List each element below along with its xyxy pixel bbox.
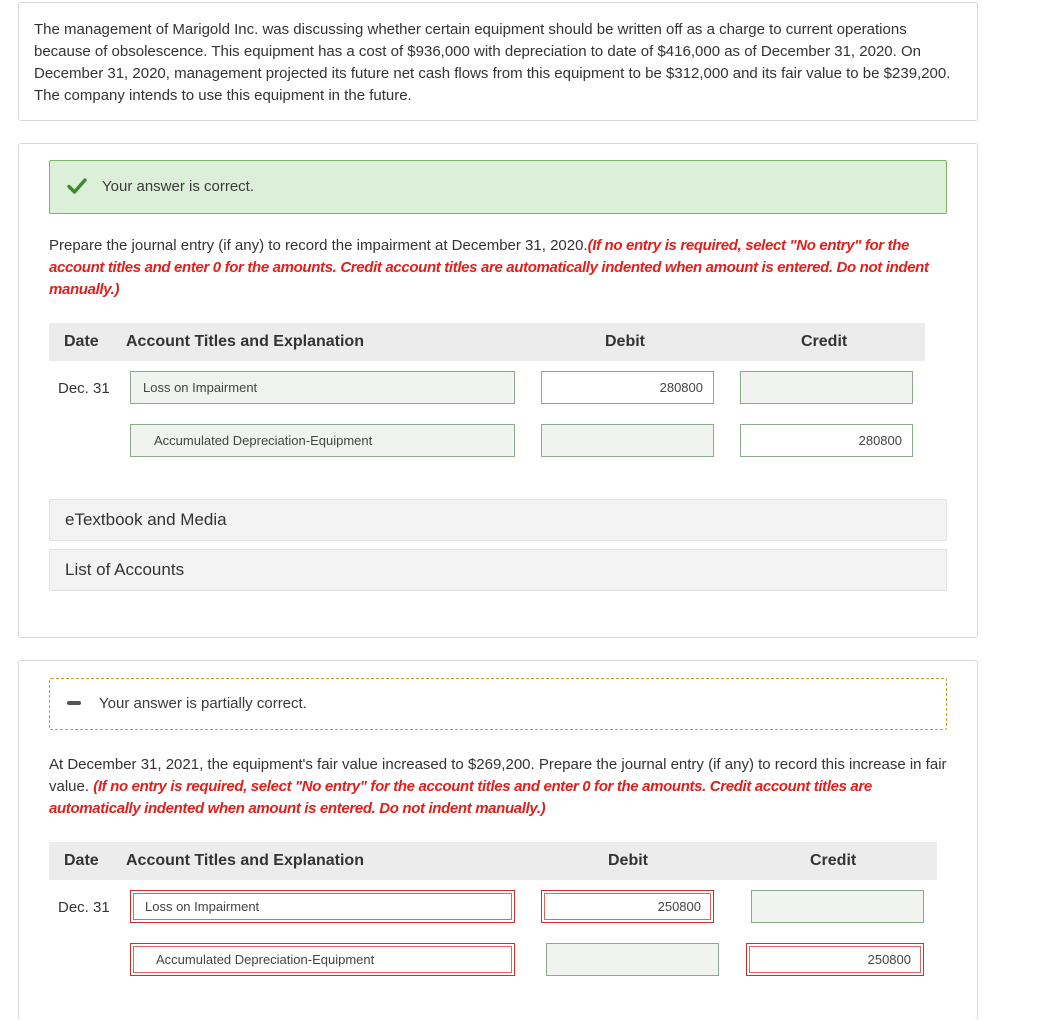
list-of-accounts-link[interactable]: List of Accounts [49,549,947,591]
row-date: Dec. 31 [58,380,110,397]
debit-input[interactable]: 280800 [541,371,714,404]
part1-card [18,143,978,638]
instruction-text: Prepare the journal entry (if any) to record the impairment at December 31, 2020. [49,237,588,254]
debit-header: Debit [608,852,648,869]
credit-header: Credit [810,852,857,869]
question-instructions [49,235,949,301]
feedback-text: Your answer is partially correct. [99,695,307,712]
feedback-text: Your answer is correct. [102,178,255,195]
debit-input[interactable] [546,943,719,976]
dash-icon [67,701,81,705]
credit-input[interactable] [751,890,924,923]
account-title-input[interactable]: Loss on Impairment [130,371,515,404]
journal-table-header [49,323,925,361]
row-date: Dec. 31 [58,899,110,916]
credit-input[interactable]: 280800 [740,424,913,457]
date-header: Date [64,333,99,350]
partial-feedback-banner [49,678,947,730]
account-title-input[interactable]: Accumulated Depreciation-Equipment [130,424,515,457]
journal-table-header [49,842,937,880]
part2-card [18,660,978,1020]
account-header: Account Titles and Explanation [126,852,364,869]
credit-header: Credit [801,333,848,350]
problem-text: The management of Marigold Inc. was discussing whether certain equipment should be written off as a charge to current operations because of obsolescence. This equipment has a cost of $936,000 with depreciation to date of $416,000 as of December 31, 2020. On December 31, 2020, management projected its future net cash flows from this equipment to be $312,000 and its fair value to be $239,200. The company intends to use this equipment in the future. [34,21,951,104]
checkmark-icon [66,175,88,197]
debit-input[interactable] [541,424,714,457]
account-title-input[interactable]: Loss on Impairment [130,890,515,923]
debit-header: Debit [605,333,645,350]
date-header: Date [64,852,99,869]
instruction-note: (If no entry is required, select "No entry" for the account titles and enter 0 for the amounts. Credit account titles are automatically indented when amount is entered. Do not indent manually.) [49,237,929,298]
instruction-text: At December 31, 2021, the equipment's fair value increased to $269,200. Prepare the journal entry (if any) to record this increase in fair value. [49,756,947,795]
question-instructions [49,754,949,820]
problem-card [18,2,978,121]
credit-input[interactable] [740,371,913,404]
instruction-note: (If no entry is required, select "No entry" for the account titles and enter 0 for the amounts. Credit account titles are automatically indented when amount is entered. Do not indent manually.) [49,778,872,817]
correct-feedback-banner [49,160,947,214]
account-title-input[interactable]: Accumulated Depreciation-Equipment [130,943,515,976]
account-header: Account Titles and Explanation [126,333,364,350]
debit-input[interactable]: 250800 [541,890,714,923]
credit-input[interactable]: 250800 [746,943,924,976]
etextbook-link[interactable]: eTextbook and Media [49,499,947,541]
